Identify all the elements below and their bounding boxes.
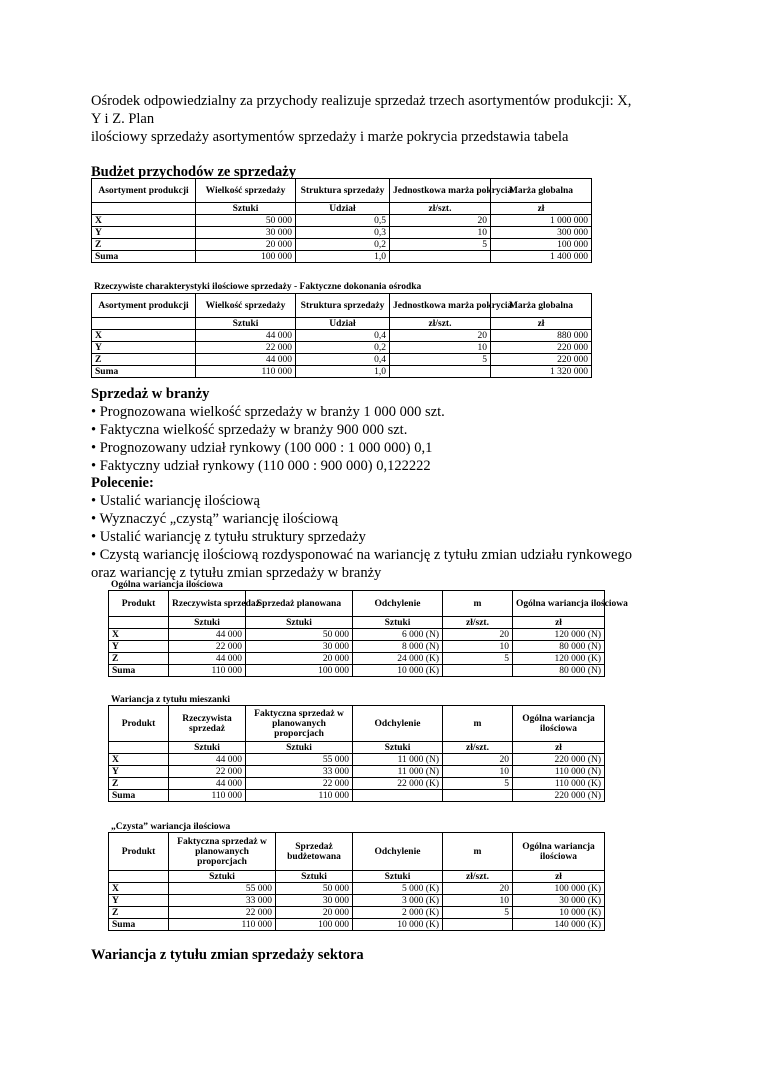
budget-cell: 20 (390, 215, 491, 227)
gv-header-0: Produkt (109, 591, 169, 617)
pv-cell (443, 919, 513, 931)
mv-unit: Sztuki (246, 742, 353, 754)
mv-cell (353, 790, 443, 802)
gv-unit: zł/szt. (443, 617, 513, 629)
general-variance-table (108, 590, 628, 677)
mv-cell: Suma (109, 790, 169, 802)
table-row (109, 790, 605, 802)
gv-unit: Sztuki (246, 617, 353, 629)
actual-cell: Y (92, 342, 196, 354)
actual-cell: 0,2 (296, 342, 390, 354)
gv-cell: 120 000 (N) (513, 629, 605, 641)
gv-cell: X (109, 629, 169, 641)
actual-header-3: Jednostkowa marża pokrycia (390, 294, 491, 318)
table-row (109, 766, 605, 778)
mv-unit (109, 742, 169, 754)
pv-unit (109, 871, 169, 883)
table-row (92, 342, 592, 354)
general-variance-title: Ogólna wariancja ilościowa (111, 580, 223, 590)
gv-cell: 8 000 (N) (353, 641, 443, 653)
mv-header-3: Odchylenie (353, 706, 443, 742)
gv-header-1: Rzeczywista sprzedaż (169, 591, 246, 617)
budget-header-3: Jednostkowa marża pokrycia (390, 179, 491, 203)
gv-cell: 30 000 (246, 641, 353, 653)
task-bullet: • Ustalić wariancję ilościową (91, 493, 260, 509)
budget-cell: 1 000 000 (491, 215, 592, 227)
table-row (109, 907, 605, 919)
pv-header-3: Odchylenie (353, 833, 443, 871)
table-row (109, 883, 605, 895)
pv-unit: zł (513, 871, 605, 883)
intro-line-3: ilościowy sprzedaży asortymentów sprzedaży i marże pokrycia przedstawia tabela (91, 129, 569, 145)
budget-cell: 0,3 (296, 227, 390, 239)
pv-unit: Sztuki (169, 871, 276, 883)
mv-cell: 33 000 (246, 766, 353, 778)
gv-cell: 6 000 (N) (353, 629, 443, 641)
table-row (109, 919, 605, 931)
gv-cell: 110 000 (169, 665, 246, 677)
actual-cell: 220 000 (491, 354, 592, 366)
mv-cell: 220 000 (N) (513, 790, 605, 802)
mv-cell: 110 000 (246, 790, 353, 802)
actual-cell: 0,4 (296, 354, 390, 366)
actual-cell: 44 000 (196, 330, 296, 342)
gv-cell: 80 000 (N) (513, 665, 605, 677)
budget-header-1: Wielkość sprzedaży (196, 179, 296, 203)
pure-variance-title: „Czysta” wariancja ilościowa (111, 822, 231, 832)
gv-cell: Y (109, 641, 169, 653)
mv-cell: 11 000 (N) (353, 766, 443, 778)
intro-line-2: Y i Z. Plan (91, 111, 155, 127)
gv-cell: 20 (443, 629, 513, 641)
pv-cell: 30 000 (276, 895, 353, 907)
pv-cell: 5 000 (K) (353, 883, 443, 895)
pv-cell: 10 000 (K) (513, 907, 605, 919)
table-row (109, 895, 605, 907)
pv-cell: 33 000 (169, 895, 276, 907)
budget-cell: 100 000 (196, 251, 296, 263)
gv-unit: zł (513, 617, 605, 629)
mv-cell: 55 000 (246, 754, 353, 766)
budget-unit-4: zł (491, 203, 592, 215)
pv-cell: Y (109, 895, 169, 907)
budget-cell: 5 (390, 239, 491, 251)
pv-cell: X (109, 883, 169, 895)
budget-cell (390, 251, 491, 263)
gv-cell: 10 (443, 641, 513, 653)
pv-cell: 140 000 (K) (513, 919, 605, 931)
mv-cell: 110 000 (N) (513, 766, 605, 778)
actual-cell: 10 (390, 342, 491, 354)
mv-cell: 22 000 (169, 766, 246, 778)
actual-cell: Suma (92, 366, 196, 378)
budget-title: Budżet przychodów ze sprzedaży (91, 164, 296, 180)
pv-cell: 5 (443, 907, 513, 919)
pv-unit: zł/szt. (443, 871, 513, 883)
gv-unit (109, 617, 169, 629)
table-row (109, 754, 605, 766)
budget-cell: 0,2 (296, 239, 390, 251)
budget-cell: Y (92, 227, 196, 239)
industry-bullet: • Faktyczna wielkość sprzedaży w branży 900 000 szt. (91, 422, 408, 438)
budget-cell: 1 400 000 (491, 251, 592, 263)
pv-unit: Sztuki (276, 871, 353, 883)
pv-cell: 30 000 (K) (513, 895, 605, 907)
gv-header-4: m (443, 591, 513, 617)
budget-unit-0 (92, 203, 196, 215)
mix-variance-title: Wariancja z tytułu mieszanki (111, 695, 231, 705)
gv-unit: Sztuki (169, 617, 246, 629)
actual-unit-3: zł/szt. (390, 318, 491, 330)
table-row (109, 629, 605, 641)
budget-cell: 30 000 (196, 227, 296, 239)
gv-cell: 50 000 (246, 629, 353, 641)
pv-header-4: m (443, 833, 513, 871)
pv-unit: Sztuki (353, 871, 443, 883)
footer-heading: Wariancja z tytułu zmian sprzedaży sektora (91, 947, 364, 963)
mv-cell (443, 790, 513, 802)
pv-header-0: Produkt (109, 833, 169, 871)
pv-cell: 100 000 (276, 919, 353, 931)
mv-unit: Sztuki (169, 742, 246, 754)
table-row (92, 215, 592, 227)
mv-cell: 110 000 (169, 790, 246, 802)
task-bullet: • Ustalić wariancję z tytułu struktury sprzedaży (91, 529, 366, 545)
actual-cell: Z (92, 354, 196, 366)
budget-cell: X (92, 215, 196, 227)
mv-cell: 22 000 (K) (353, 778, 443, 790)
budget-cell: Z (92, 239, 196, 251)
mv-unit: Sztuki (353, 742, 443, 754)
table-row (109, 665, 605, 677)
pv-cell: 2 000 (K) (353, 907, 443, 919)
actual-header-0: Asortyment produkcji (92, 294, 196, 318)
mv-unit: zł (513, 742, 605, 754)
mv-cell: 220 000 (N) (513, 754, 605, 766)
gv-header-5: Ogólna wariancja ilościowa (513, 591, 605, 617)
gv-cell: 44 000 (169, 653, 246, 665)
mv-cell: Z (109, 778, 169, 790)
pv-cell: 3 000 (K) (353, 895, 443, 907)
gv-cell: Suma (109, 665, 169, 677)
gv-cell: 10 000 (K) (353, 665, 443, 677)
budget-table (91, 178, 592, 263)
table-row (109, 778, 605, 790)
table-row (92, 354, 592, 366)
actual-cell: 880 000 (491, 330, 592, 342)
mv-cell: 20 (443, 754, 513, 766)
table-row (92, 239, 592, 251)
industry-bullet: • Prognozowany udział rynkowy (100 000 : 1 000 000) 0,1 (91, 440, 433, 456)
table-row (109, 641, 605, 653)
budget-unit-3: zł/szt. (390, 203, 491, 215)
pv-cell: 10 (443, 895, 513, 907)
task-title: Polecenie: (91, 475, 154, 491)
pv-cell: Suma (109, 919, 169, 931)
actual-cell: 20 (390, 330, 491, 342)
pv-header-1: Faktyczna sprzedaż w planowanych proporcjach (169, 833, 276, 871)
budget-cell: 10 (390, 227, 491, 239)
mv-cell: 11 000 (N) (353, 754, 443, 766)
pv-cell: 20 (443, 883, 513, 895)
mv-cell: X (109, 754, 169, 766)
budget-cell: 100 000 (491, 239, 592, 251)
budget-header-2: Struktura sprzedaży (296, 179, 390, 203)
mv-cell: 5 (443, 778, 513, 790)
pv-cell: 22 000 (169, 907, 276, 919)
actual-cell: 1 320 000 (491, 366, 592, 378)
pv-header-2: Sprzedaż budżetowana (276, 833, 353, 871)
mv-header-2: Faktyczna sprzedaż w planowanych proporcjach (246, 706, 353, 742)
gv-cell: 22 000 (169, 641, 246, 653)
actual-header-1: Wielkość sprzedaży (196, 294, 296, 318)
mv-unit: zł/szt. (443, 742, 513, 754)
table-row (109, 653, 605, 665)
actual-cell: 44 000 (196, 354, 296, 366)
table-row (92, 251, 592, 263)
budget-cell: 20 000 (196, 239, 296, 251)
budget-cell: Suma (92, 251, 196, 263)
task-bullet: oraz wariancję z tytułu zmian sprzedaży w branży (91, 565, 382, 581)
industry-title: Sprzedaż w branży (91, 386, 210, 402)
table-row (92, 330, 592, 342)
industry-bullet: • Prognozowana wielkość sprzedaży w branży 1 000 000 szt. (91, 404, 445, 420)
budget-header-4: Marża globalna (491, 179, 592, 203)
gv-cell: 5 (443, 653, 513, 665)
pv-cell: 55 000 (169, 883, 276, 895)
table-row (92, 366, 592, 378)
mv-header-1: Rzeczywista sprzedaż (169, 706, 246, 742)
actual-cell: 5 (390, 354, 491, 366)
mv-header-0: Produkt (109, 706, 169, 742)
pv-cell: 50 000 (276, 883, 353, 895)
gv-cell: Z (109, 653, 169, 665)
mv-cell: 10 (443, 766, 513, 778)
gv-cell: 24 000 (K) (353, 653, 443, 665)
actual-unit-2: Udział (296, 318, 390, 330)
actual-title: Rzeczywiste charakterystyki ilościowe sprzedaży - Faktyczne dokonania ośrodka (94, 282, 422, 292)
budget-cell: 300 000 (491, 227, 592, 239)
actual-unit-4: zł (491, 318, 592, 330)
actual-cell: 22 000 (196, 342, 296, 354)
budget-header-0: Asortyment produkcji (92, 179, 196, 203)
actual-cell: 0,4 (296, 330, 390, 342)
budget-cell: 1,0 (296, 251, 390, 263)
pv-header-5: Ogólna wariancja ilościowa (513, 833, 605, 871)
budget-cell: 0,5 (296, 215, 390, 227)
gv-header-3: Odchylenie (353, 591, 443, 617)
actual-header-4: Marża globalna (491, 294, 592, 318)
gv-cell: 44 000 (169, 629, 246, 641)
pure-variance-table (108, 832, 605, 931)
task-bullet: • Czystą wariancję ilościową rozdysponować na wariancję z tytułu zmian udziału rynkowego (91, 547, 632, 563)
task-bullet: • Wyznaczyć „czystą” wariancję ilościową (91, 511, 339, 527)
table-row (92, 227, 592, 239)
pv-cell: 20 000 (276, 907, 353, 919)
actual-unit-0 (92, 318, 196, 330)
budget-unit-1: Sztuki (196, 203, 296, 215)
actual-cell: 110 000 (196, 366, 296, 378)
mv-cell: 44 000 (169, 778, 246, 790)
gv-cell (443, 665, 513, 677)
pv-cell: Z (109, 907, 169, 919)
actual-table (91, 293, 592, 378)
actual-cell: X (92, 330, 196, 342)
gv-cell: 120 000 (K) (513, 653, 605, 665)
gv-cell: 100 000 (246, 665, 353, 677)
gv-header-2: Sprzedaż planowana (246, 591, 353, 617)
pv-cell: 10 000 (K) (353, 919, 443, 931)
mv-cell: 110 000 (K) (513, 778, 605, 790)
intro-line-1: Ośrodek odpowiedzialny za przychody realizuje sprzedaż trzech asortymentów produkcji: X, (91, 93, 632, 109)
mv-cell: 44 000 (169, 754, 246, 766)
actual-header-2: Struktura sprzedaży (296, 294, 390, 318)
gv-cell: 20 000 (246, 653, 353, 665)
pv-cell: 110 000 (169, 919, 276, 931)
actual-cell: 1,0 (296, 366, 390, 378)
mv-header-5: Ogólna wariancja ilościowa (513, 706, 605, 742)
mv-cell: 22 000 (246, 778, 353, 790)
budget-unit-2: Udział (296, 203, 390, 215)
actual-cell: 220 000 (491, 342, 592, 354)
actual-cell (390, 366, 491, 378)
pv-cell: 100 000 (K) (513, 883, 605, 895)
mv-header-4: m (443, 706, 513, 742)
budget-cell: 50 000 (196, 215, 296, 227)
industry-bullet: • Faktyczny udział rynkowy (110 000 : 900 000) 0,122222 (91, 458, 431, 474)
gv-cell: 80 000 (N) (513, 641, 605, 653)
gv-unit: Sztuki (353, 617, 443, 629)
mv-cell: Y (109, 766, 169, 778)
actual-unit-1: Sztuki (196, 318, 296, 330)
mix-variance-table (108, 705, 605, 802)
